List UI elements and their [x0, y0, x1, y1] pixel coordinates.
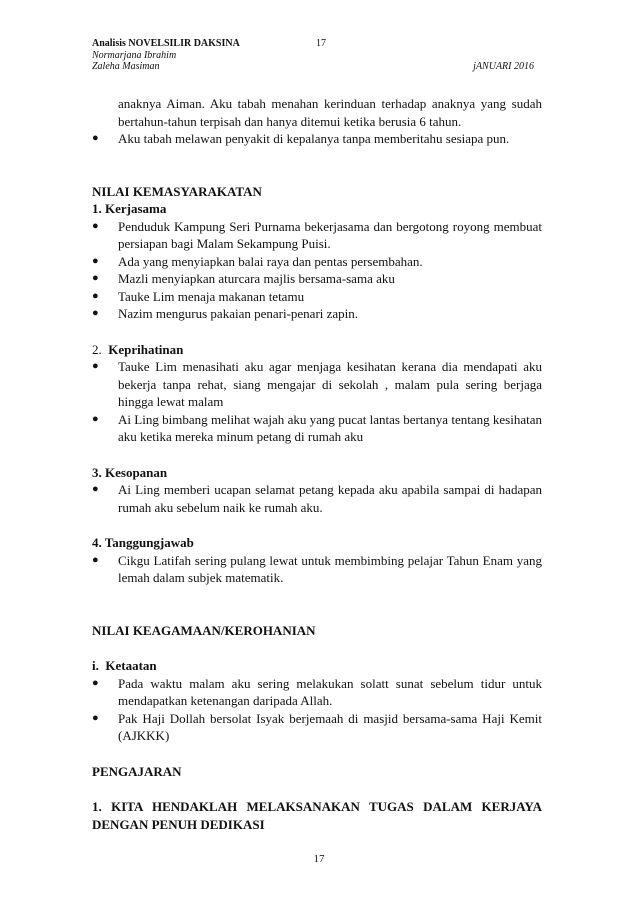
bullet-item: ● Cikgu Latifah sering pulang lewat untuk membimbing pelajar Tahun Enam yang lemah dalam subjek matematik. [92, 552, 542, 585]
page-body [92, 95, 542, 833]
bullet-item: ● Ada yang menyiapkan balai raya dan pentas persembahan. [92, 253, 423, 269]
bullet-icon: ● [92, 360, 99, 372]
bullet-icon: ● [92, 412, 99, 425]
bullet-item: ● Aku tabah melawan penyakit di kepalanya tanpa memberitahu sesiapa pun. [92, 131, 510, 146]
bullet-item: ● Ai Ling bimbang melihat wajah aku yang pucat lantas bertanya tentang kesihatan aku ketika mereka minum petang di rumah aku [92, 411, 542, 444]
subsection-heading: 1. Kerjasama [92, 201, 167, 216]
subsection-heading: 2. Keprihatinan [92, 341, 184, 357]
bullet-item: ● Tauke Lim menaja makanan tetamu [92, 288, 305, 304]
bullet-item: ● Penduduk Kampung Seri Purnama bekerjasama dan bergotong royong membuat persiapan bagi Malam Sekampung Puisi. [92, 218, 542, 251]
section-heading: NILAI KEMASYARAKATAN [92, 183, 262, 199]
header-page-number: 17 [316, 38, 326, 49]
bullet-item: ● Mazli menyiapkan aturcara majlis bersama-sama aku [92, 271, 395, 286]
bullet-icon: ● [92, 553, 99, 566]
bullet-icon: ● [92, 711, 99, 724]
bullet-icon: ● [92, 219, 99, 232]
section-heading: NILAI KEAGAMAAN/KEROHANIAN [92, 622, 316, 638]
bullet-icon: ● [92, 483, 99, 495]
footer-page-number: 17 [313, 853, 325, 865]
subsection-heading: 4. Tanggungjawab [92, 535, 194, 550]
bullet-item: ● Nazim mengurus pakaian penari-penari zapin. [92, 306, 359, 321]
bullet-item: ● Ai Ling memberi ucapan selamat petang kepada aku apabila sampai di hadapan rumah aku sebelum naik ke rumah aku. [92, 482, 542, 515]
bullet-item: ● Pada waktu malam aku sering melakukan solatt sunat sebelum tidur untuk mendapatkan ketenangan daripada Allah. [92, 675, 542, 708]
bullet-icon: ● [92, 132, 99, 144]
author-name: Zaleha Masiman [92, 61, 160, 72]
section-heading: PENGAJARAN [92, 763, 182, 779]
bullet-icon: ● [92, 307, 99, 319]
bullet-icon: ● [92, 676, 99, 689]
bullet-icon: ● [92, 254, 99, 267]
bullet-item: ● Pak Haji Dollah bersolat Isyak berjemaah di masjid bersama-sama Haji Kemit (AJKKK) [92, 710, 542, 743]
header-date: jANUARI 2016 [473, 61, 534, 72]
bullet-icon: ● [92, 272, 99, 284]
continued-paragraph: anaknya Aiman. Aku tabah menahan kerinduan terhadap anaknya yang sudah bertahun-tahun terpisah dan hanya ditemui ketika berusia 6 tahun. [118, 96, 542, 129]
author-name: Normarjana Ibrahim [92, 50, 177, 61]
document-title: Analisis NOVELSILIR DAKSINA [92, 38, 240, 49]
bullet-item: ● Tauke Lim menasihati aku agar menjaga kesihatan kerana dia mendapati aku bekerja tanpa rehat, siang mengajar di sekolah , malam pula sering berjaga hingga lewat malam [92, 359, 542, 409]
lesson-heading: 1. KITA HENDAKLAH MELAKSANAKAN TUGAS DALAM KERJAYA DENGAN PENUH DEDIKASI [92, 799, 542, 832]
bullet-icon: ● [92, 289, 99, 302]
subsection-heading: i. Ketaatan [92, 658, 157, 673]
subsection-heading: 3. Kesopanan [92, 464, 168, 480]
